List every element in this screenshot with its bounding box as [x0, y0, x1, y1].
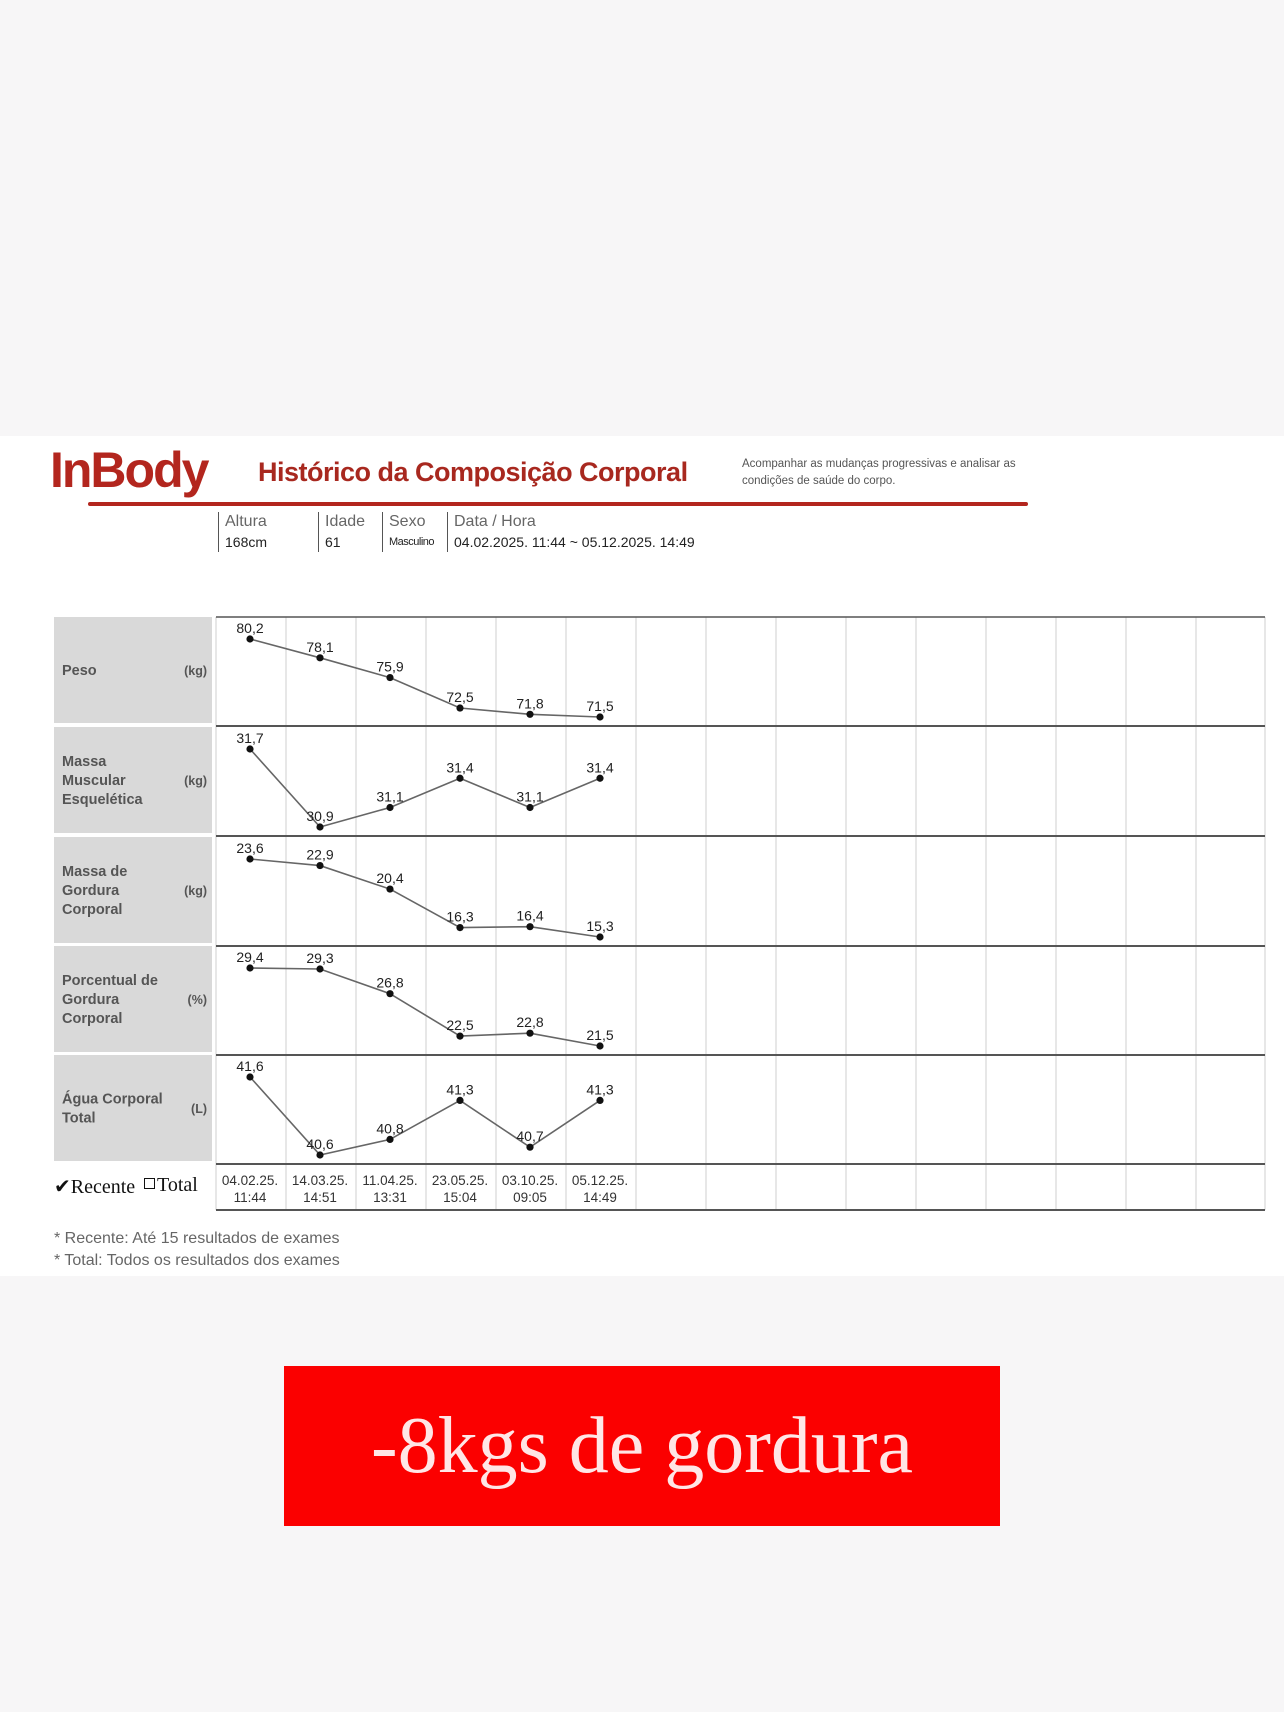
data-point	[526, 804, 533, 811]
data-label: 22,5	[446, 1017, 474, 1034]
data-label: 41,3	[446, 1081, 474, 1098]
data-label: 15,3	[586, 918, 614, 934]
data-label: 30,9	[306, 808, 334, 824]
idade-label: Idade	[325, 513, 366, 530]
data-label: 29,4	[236, 949, 264, 965]
altura-label: Altura	[225, 513, 267, 530]
data-label: 29,3	[306, 949, 334, 966]
data-label: 78,1	[306, 638, 334, 655]
data-label: 71,5	[586, 698, 614, 714]
data-point	[526, 711, 533, 718]
row-label-text: Total	[62, 1110, 96, 1127]
data-point	[456, 1097, 463, 1104]
data-point	[246, 635, 253, 642]
banner-text: -8kgs de gordura	[370, 1401, 914, 1490]
x-tick-date: 05.12.25.	[571, 1173, 629, 1188]
data-label: 20,4	[376, 870, 404, 887]
row-label-text: Esquelética	[62, 792, 143, 808]
data-label: 26,8	[376, 974, 404, 991]
row-unit-text: (kg)	[184, 884, 207, 898]
fat-loss-banner	[284, 1366, 1000, 1526]
data-point	[596, 933, 603, 940]
row-label-text: Porcentual de	[62, 973, 158, 989]
data-label: 31,1	[376, 788, 404, 805]
data-label: 40,8	[376, 1120, 404, 1137]
data-point	[316, 823, 323, 830]
data-point	[456, 924, 463, 931]
data-label: 40,7	[516, 1128, 544, 1145]
row-unit-text: (kg)	[184, 774, 207, 788]
data-point	[316, 654, 323, 661]
data-point	[246, 745, 253, 752]
data-label: 22,9	[306, 846, 334, 863]
data-label: 31,4	[446, 759, 474, 776]
x-tick-time: 15:04	[443, 1190, 477, 1205]
row-label-text: Água Corporal	[62, 1091, 163, 1108]
data-label: 31,7	[236, 730, 264, 746]
legend-total-label: Total	[157, 1174, 198, 1196]
data-point	[526, 1144, 533, 1151]
data-point	[596, 1042, 603, 1049]
x-tick-time: 14:49	[583, 1190, 617, 1205]
data-label: 31,4	[586, 759, 614, 776]
data-point	[246, 1073, 253, 1080]
data-label: 75,9	[376, 658, 404, 675]
data-point	[316, 965, 323, 972]
data-point	[246, 855, 253, 862]
x-tick-date: 11.04.25.	[362, 1173, 418, 1188]
inbody-logo: InBody	[50, 442, 208, 498]
data-point	[596, 1097, 603, 1104]
row-label-text: Gordura	[62, 992, 120, 1008]
row-label-text: Corporal	[62, 902, 123, 918]
series-line	[250, 749, 600, 827]
data-point	[246, 964, 253, 971]
report-title: Histórico da Composição Corporal	[258, 457, 688, 487]
report-subtitle: Acompanhar as mudanças progressivas e analisar as condições de saúde do corpo.	[742, 458, 1016, 487]
sexo-value: Masculino	[389, 536, 435, 548]
data-label: 23,6	[236, 840, 264, 856]
data-point	[316, 1151, 323, 1158]
data-label: 41,6	[236, 1058, 264, 1074]
data-point	[456, 1033, 463, 1040]
row-label-text: Massa de	[62, 864, 128, 880]
data-label: 71,8	[516, 695, 544, 712]
row-label-text: Massa	[62, 754, 107, 770]
row-label-text: Peso	[62, 663, 97, 679]
data-label: 40,6	[306, 1136, 334, 1152]
legend-recent-label: Recente	[70, 1176, 136, 1198]
x-tick-time: 13:31	[373, 1190, 407, 1205]
data-label: 16,3	[446, 908, 474, 925]
data-point	[386, 1136, 393, 1143]
checkbox-checked-icon: ✔	[54, 1176, 71, 1198]
data-point	[526, 923, 533, 930]
data-point	[526, 1030, 533, 1037]
data-point	[386, 885, 393, 892]
data-label: 41,3	[586, 1081, 614, 1098]
x-tick-date: 03.10.25.	[501, 1173, 559, 1188]
data-point	[386, 804, 393, 811]
data-point	[316, 862, 323, 869]
legend-recent[interactable]	[54, 1174, 135, 1199]
sexo-label: Sexo	[389, 513, 426, 530]
data-point	[456, 775, 463, 782]
series-line	[250, 639, 600, 717]
x-tick-time: 11:44	[233, 1190, 267, 1205]
row-label-text: Corporal	[62, 1011, 123, 1027]
x-tick-date: 23.05.25.	[431, 1173, 489, 1188]
altura-value: 168cm	[225, 534, 268, 550]
row-unit-text: (L)	[191, 1102, 207, 1116]
series-line	[250, 1077, 600, 1155]
data-label: 16,4	[516, 907, 544, 924]
x-tick-date: 14.03.25.	[291, 1173, 349, 1188]
x-tick-time: 09:05	[513, 1190, 547, 1205]
data-label: Data / Hora	[454, 513, 536, 530]
series-line	[250, 968, 600, 1046]
series-line	[250, 859, 600, 937]
footnote-total: * Total: Todos os resultados dos exames	[54, 1252, 340, 1269]
row-unit-text: (kg)	[184, 664, 207, 678]
row-label-text: Gordura	[62, 883, 120, 899]
data-point	[386, 674, 393, 681]
row-label-background	[54, 1055, 212, 1161]
data-point	[596, 775, 603, 782]
data-label: 72,5	[446, 689, 474, 706]
data-value: 04.02.2025. 11:44 ~ 05.12.2025. 14:49	[454, 534, 695, 550]
data-point	[596, 713, 603, 720]
row-unit-text: (%)	[187, 993, 207, 1007]
data-point	[456, 704, 463, 711]
data-label: 80,2	[236, 620, 264, 636]
footnote-recent: * Recente: Até 15 resultados de exames	[54, 1230, 340, 1247]
row-label-text: Muscular	[62, 773, 126, 789]
data-label: 31,1	[516, 788, 544, 805]
idade-value: 61	[325, 534, 341, 550]
data-label: 21,5	[586, 1027, 614, 1043]
x-tick-time: 14:51	[303, 1190, 337, 1205]
checkbox-empty-icon	[144, 1178, 155, 1189]
legend-total[interactable]	[144, 1174, 198, 1197]
data-point	[386, 990, 393, 997]
data-label: 22,8	[516, 1014, 544, 1031]
x-tick-date: 04.02.25.	[221, 1173, 279, 1188]
